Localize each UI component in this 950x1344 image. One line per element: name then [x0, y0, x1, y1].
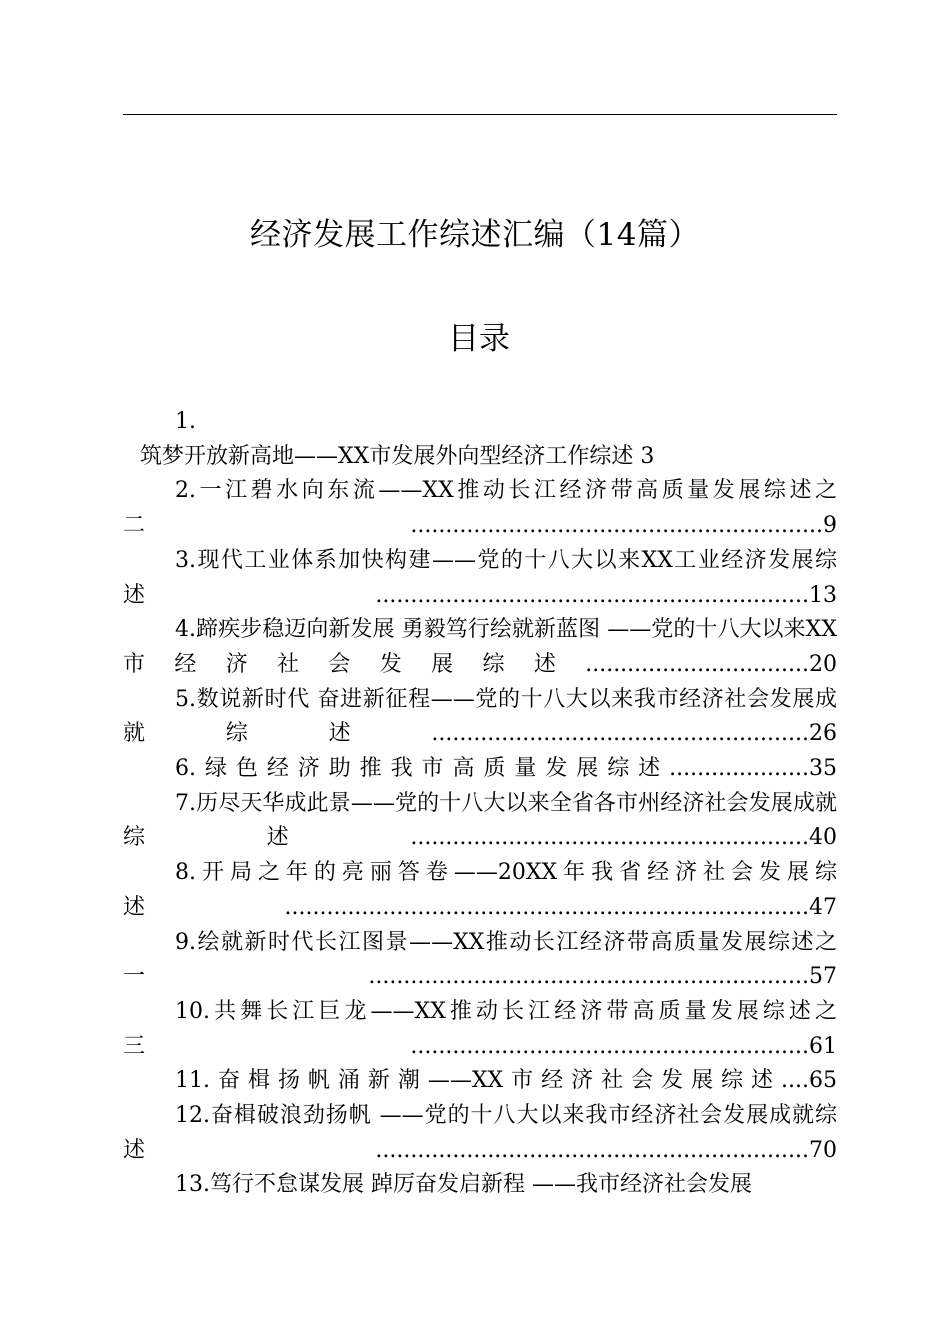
toc-entry-page: 20 — [809, 651, 837, 677]
toc-leader-dots: ........................................................... — [410, 513, 823, 539]
toc-entry-page: 47 — [809, 894, 837, 920]
toc-entry-title: 笃行不怠谋发展 踔厉奋发启新程 ——我市经济社会发展 — [210, 1172, 752, 1198]
toc-entry-title: 开局之年的亮丽答卷——20XX年我省经济社会发展综述 — [123, 860, 837, 920]
toc-entry-number: 11. — [175, 1068, 210, 1094]
toc-leader-dots: ...................................................... — [431, 721, 809, 747]
toc-entry-7[interactable] — [123, 787, 837, 856]
toc-heading: 目录 — [448, 321, 510, 357]
toc-entry-4[interactable] — [123, 613, 837, 682]
toc-leader-dots: ............................................................... — [368, 964, 809, 990]
toc-entry-title: 筑梦开放新高地——XX市发展外向型经济工作综述 — [140, 443, 634, 469]
toc-entry-11[interactable] — [123, 1064, 837, 1099]
toc-entry-title: 一江碧水向东流——XX推动长江经济带高质量发展综述之二 — [123, 478, 837, 539]
toc-entry-title: 奋楫破浪劲扬帆 ——党的十八大以来我市经济社会发展成就综述 — [123, 1103, 837, 1163]
toc-entry-number: 12. — [175, 1103, 210, 1129]
toc-entry-title: 现代工业体系加快构建——党的十八大以来XX工业经济发展综述 — [123, 547, 837, 608]
toc-entry-page: 9 — [823, 513, 837, 539]
table-of-contents — [123, 405, 837, 1203]
toc-entry-number: 9. — [175, 929, 196, 955]
toc-entry-page: 57 — [809, 964, 837, 990]
toc-entry-5[interactable] — [123, 683, 837, 752]
toc-entry-number: 6. — [175, 756, 196, 782]
toc-entry-page: 35 — [809, 756, 837, 782]
toc-entry-9[interactable] — [123, 926, 837, 995]
toc-entry-6[interactable] — [123, 752, 837, 787]
toc-leader-dots: .... — [781, 1068, 809, 1094]
toc-entry-title: 蹄疾步稳迈向新发展 勇毅笃行绘就新蓝图 ——党的十八大以来XX市经济社会发展综述 — [123, 617, 837, 677]
toc-entry-3[interactable] — [123, 544, 837, 613]
toc-entry-number: 1. — [175, 409, 196, 434]
toc-leader-dots: ................................ — [585, 651, 809, 677]
toc-entry-10[interactable] — [123, 995, 837, 1064]
toc-leader-dots: .................... — [669, 756, 809, 782]
header-rule — [123, 114, 837, 115]
toc-entry-8[interactable] — [123, 856, 837, 925]
toc-entry-1[interactable] — [123, 405, 837, 474]
toc-leader-dots: ......................................................... — [410, 1033, 809, 1059]
toc-entry-title: 奋楫扬帆涌新潮——XX市经济社会发展综述 — [210, 1068, 782, 1094]
toc-entry-number: 13. — [175, 1172, 210, 1198]
toc-entry-page: 13 — [809, 582, 837, 608]
toc-entry-page: 70 — [809, 1137, 837, 1163]
toc-entry-page: 61 — [809, 1033, 837, 1059]
toc-entry-title: 历尽天华成此景——党的十八大以来全省各市州经济社会发展成就综述 — [123, 790, 837, 851]
toc-entry-12[interactable] — [123, 1099, 837, 1168]
toc-leader-dots: .............................................................. — [375, 582, 809, 608]
toc-entry-number: 3. — [175, 547, 196, 573]
toc-entry-number: 4. — [175, 617, 196, 643]
document-title: 经济发展工作综述汇编（14篇） — [250, 217, 700, 253]
toc-leader-dots: ........................................................................... — [284, 894, 809, 920]
toc-leader-dots: ......................................................... — [410, 825, 809, 851]
toc-entry-title: 数说新时代 奋进新征程——党的十八大以来我市经济社会发展成就综述 — [123, 686, 837, 747]
toc-entry-number: 2. — [175, 478, 196, 504]
toc-entry-title: 绿色经济助推我市高质量发展综述 — [196, 756, 670, 782]
toc-entry-page: 65 — [809, 1068, 837, 1094]
toc-entry-page: 3 — [640, 443, 655, 469]
toc-entry-page: 26 — [809, 721, 837, 747]
toc-entry-title: 共舞长江巨龙——XX推动长江经济带高质量发展综述之三 — [123, 998, 837, 1059]
toc-leader-dots: .............................................................. — [375, 1137, 809, 1163]
toc-entry-page: 40 — [809, 825, 837, 851]
toc-entry-number: 5. — [175, 686, 196, 712]
toc-entry-13[interactable] — [123, 1168, 837, 1203]
toc-entry-number: 7. — [175, 790, 196, 816]
toc-entry-number: 10. — [175, 998, 210, 1024]
toc-entry-number: 8. — [175, 860, 196, 886]
toc-entry-2[interactable] — [123, 474, 837, 543]
toc-entry-title: 绘就新时代长江图景——XX推动长江经济带高质量发展综述之一 — [123, 929, 837, 990]
